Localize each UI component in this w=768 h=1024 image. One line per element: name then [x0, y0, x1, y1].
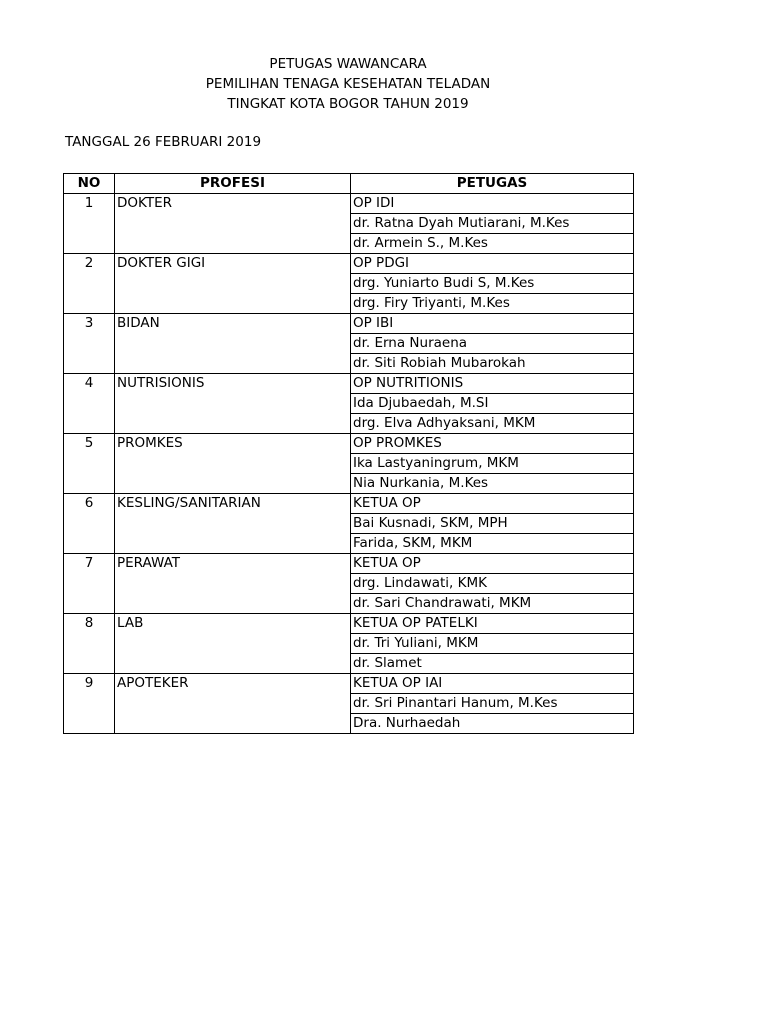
row-number: 9: [64, 674, 115, 734]
officer-cell: drg. Firy Triyanti, M.Kes: [351, 294, 634, 314]
officer-cell: dr. Sari Chandrawati, MKM: [351, 594, 634, 614]
officer-cell: Farida, SKM, MKM: [351, 534, 634, 554]
officer-cell: drg. Elva Adhyaksani, MKM: [351, 414, 634, 434]
officer-cell: KETUA OP: [351, 554, 634, 574]
officer-cell: Nia Nurkania, M.Kes: [351, 474, 634, 494]
profession-cell: PROMKES: [115, 434, 351, 494]
interviewer-table: [63, 173, 634, 734]
date-label: TANGGAL 26 FEBRUARI 2019: [65, 134, 262, 150]
row-number: 2: [64, 254, 115, 314]
column-header-petugas: PETUGAS: [351, 174, 634, 194]
officer-cell: OP NUTRITIONIS: [351, 374, 634, 394]
officer-cell: KETUA OP: [351, 494, 634, 514]
profession-cell: NUTRISIONIS: [115, 374, 351, 434]
officer-cell: dr. Armein S., M.Kes: [351, 234, 634, 254]
officer-cell: OP IDI: [351, 194, 634, 214]
officer-cell: drg. Yuniarto Budi S, M.Kes: [351, 274, 634, 294]
table-row: [64, 554, 634, 574]
officer-cell: Ika Lastyaningrum, MKM: [351, 454, 634, 474]
profession-cell: APOTEKER: [115, 674, 351, 734]
row-number: 5: [64, 434, 115, 494]
officer-cell: Bai Kusnadi, SKM, MPH: [351, 514, 634, 534]
table-row: [64, 314, 634, 334]
row-number: 7: [64, 554, 115, 614]
row-number: 4: [64, 374, 115, 434]
officer-cell: KETUA OP IAI: [351, 674, 634, 694]
document-title: [0, 54, 696, 114]
officer-cell: dr. Sri Pinantari Hanum, M.Kes: [351, 694, 634, 714]
profession-cell: DOKTER: [115, 194, 351, 254]
profession-cell: KESLING/SANITARIAN: [115, 494, 351, 554]
table-row: [64, 194, 634, 214]
column-header-no: NO: [64, 174, 115, 194]
officer-cell: Ida Djubaedah, M.SI: [351, 394, 634, 414]
title-line-3: TINGKAT KOTA BOGOR TAHUN 2019: [227, 96, 469, 112]
officer-cell: dr. Siti Robiah Mubarokah: [351, 354, 634, 374]
row-number: 8: [64, 614, 115, 674]
officer-cell: dr. Ratna Dyah Mutiarani, M.Kes: [351, 214, 634, 234]
profession-cell: BIDAN: [115, 314, 351, 374]
row-number: 3: [64, 314, 115, 374]
table-row: [64, 434, 634, 454]
table-row: [64, 494, 634, 514]
profession-cell: LAB: [115, 614, 351, 674]
profession-cell: PERAWAT: [115, 554, 351, 614]
title-line-1: PETUGAS WAWANCARA: [269, 56, 427, 72]
column-header-profesi: PROFESI: [115, 174, 351, 194]
table-header-row: [64, 174, 634, 194]
table-row: [64, 614, 634, 634]
officer-cell: OP PROMKES: [351, 434, 634, 454]
officer-cell: OP IBI: [351, 314, 634, 334]
officer-cell: drg. Lindawati, KMK: [351, 574, 634, 594]
officer-cell: Dra. Nurhaedah: [351, 714, 634, 734]
title-line-2: PEMILIHAN TENAGA KESEHATAN TELADAN: [205, 76, 491, 92]
officer-cell: dr. Tri Yuliani, MKM: [351, 634, 634, 654]
officer-cell: dr. Erna Nuraena: [351, 334, 634, 354]
profession-cell: DOKTER GIGI: [115, 254, 351, 314]
row-number: 6: [64, 494, 115, 554]
table-row: [64, 674, 634, 694]
officer-cell: dr. Slamet: [351, 654, 634, 674]
officer-cell: OP PDGI: [351, 254, 634, 274]
table-row: [64, 254, 634, 274]
row-number: 1: [64, 194, 115, 254]
officer-cell: KETUA OP PATELKI: [351, 614, 634, 634]
table-row: [64, 374, 634, 394]
